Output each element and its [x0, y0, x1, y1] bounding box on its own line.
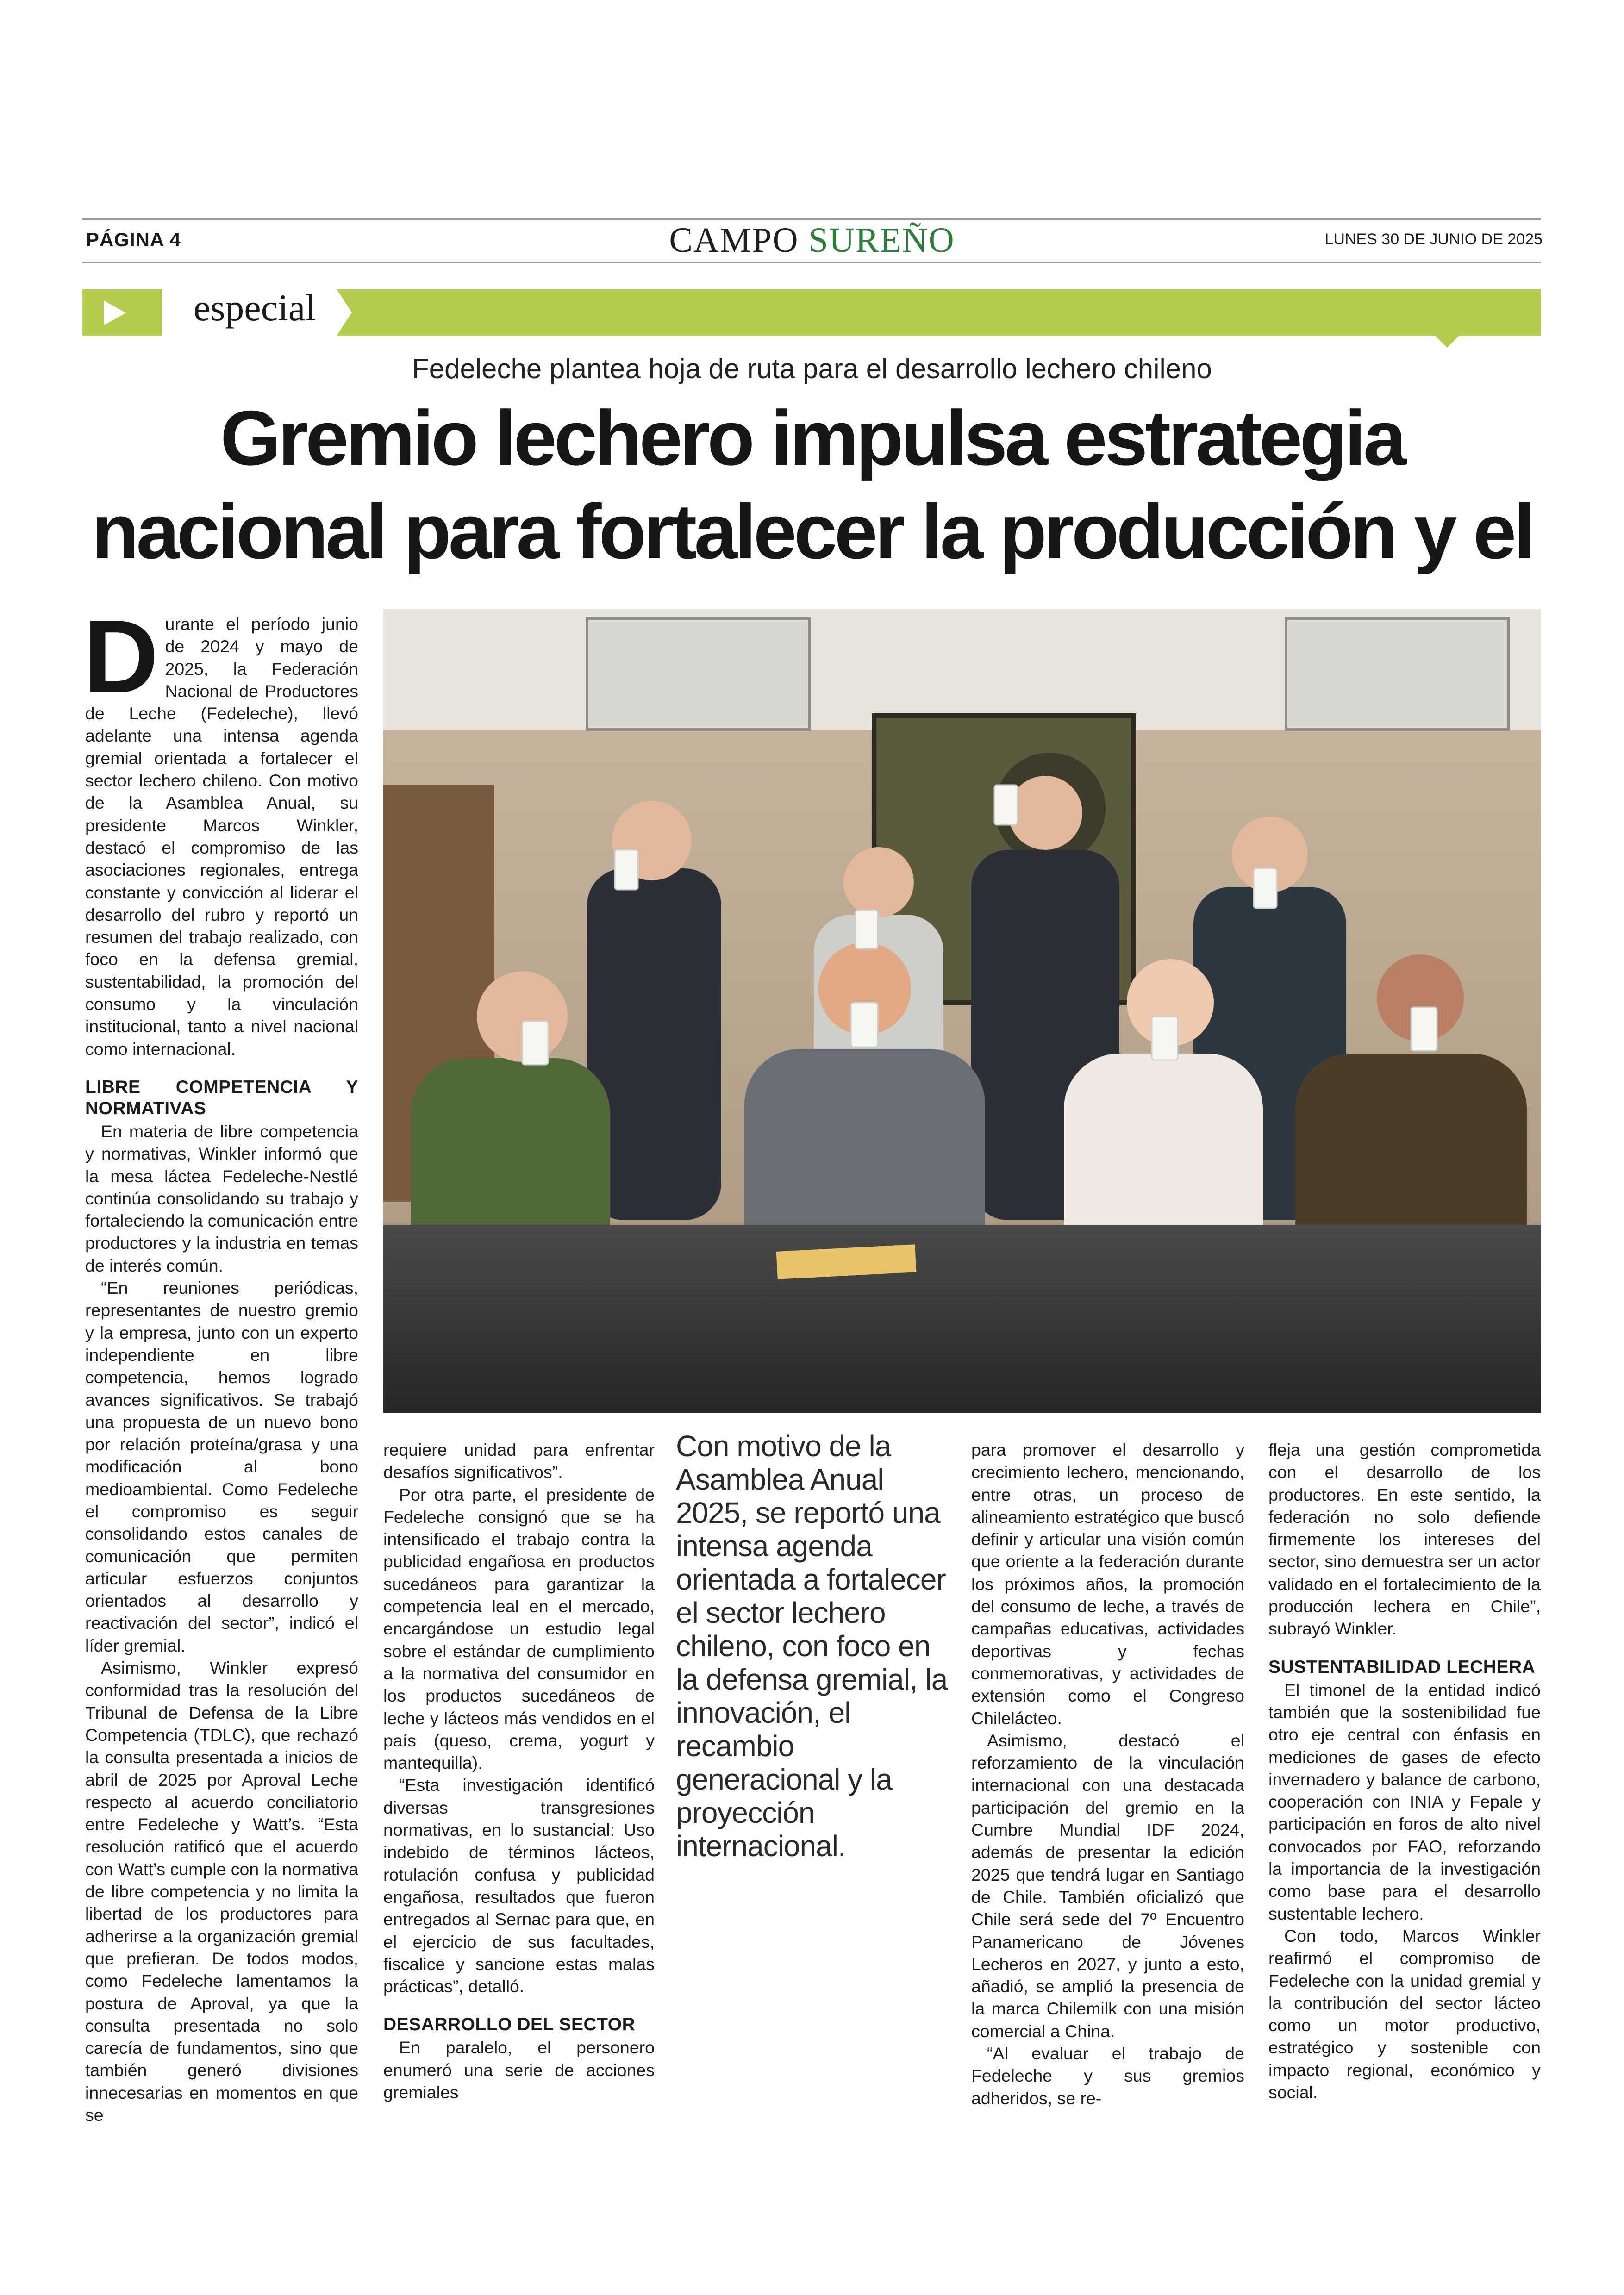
article-kicker: Fedeleche plantea hoja de ruta para el desarrollo lechero chileno — [412, 353, 1212, 384]
article-column-1 — [83, 598, 358, 2126]
paragraph: En materia de libre competencia y normativas, Winkler informó que la mesa láctea Fedeleche-Nestlé continúa consolidando su trabajo y fortaleciendo la comunicación entre productores y la industria en temas de interés común. — [85, 1121, 358, 1275]
publication-name-part2: SUREÑO — [808, 221, 955, 260]
pull-quote: Con motivo de la Asamblea Anual 2025, se reportó una intensa agenda orientada a fortalecer el sector lechero chileno, con foco en la defensa gremial, la innovación, el recambio generacional y la proyección internacional. — [676, 1429, 948, 1863]
paragraph: Asimismo, destacó el reforzamiento de la vinculación internacional con una destacada participación del gremio en la Cumbre Mundial IDF 2024, además de presentar la edición 2025 que tendrá lugar en Santiago de Chile. También oficializó que Chile será sede del 7º Encuentro Panamericano de Jóvenes Lecheros en 2027, y junto a esto, añadió, se amplió la presencia de la marca Chilemilk con una misión comercial a China. — [971, 1730, 1244, 2041]
article-column-5 — [1268, 1439, 1541, 2103]
publication-name-part1: CAMPO — [669, 221, 799, 260]
paragraph: “En reuniones periódicas, representantes de nuestro gremio y la empresa, junto con un experto independiente en libre competencia, hemos logrado avances significativos. Se trabajó una propuesta de un nuevo bono por relación proteína/grasa y una modificación al bono medioambiental. Como Fedeleche el compromiso es seguir consolidando estos canales de comunicación que permiten articular esfuerzos conjuntos orientados al desarrollo y reactivación del sector”, indicó el líder gremial. — [85, 1278, 358, 1655]
subhead-sustentabilidad: SUSTENTABILIDAD LECHERA — [1268, 1657, 1536, 1677]
masthead-bottom-rule — [82, 262, 1541, 263]
masthead-top-rule — [82, 218, 1541, 220]
issue-date: LUNES 30 DE JUNIO DE 2025 — [1324, 231, 1543, 248]
article-column-2 — [383, 1439, 655, 2103]
banner-notch — [1435, 336, 1459, 348]
paragraph: Asimismo, Winkler expresó conformidad tras la resolución del Tribunal de Defensa de la Libre Competencia (TDLC), que rechazó la consulta presentada a inicios de abril de 2025 por Aproval Leche respecto al acuerdo conciliatorio entre Fedeleche y Watt’s. “Esta resolución ratificó que el acuerdo con Watt’s cumple con la normativa de libre competencia y no limita la libertad de los productores para adherirse a la organización gremial que prefieran. De todos modos, como Fedeleche lamentamos la postura de Aproval, ya que la consulta presentada no solo carecía de fundamentos, sino que también generó divisiones innecesarias en momentos en que se — [85, 1658, 358, 2125]
play-arrow-icon — [93, 292, 148, 334]
section-label: especial — [194, 287, 316, 329]
subhead-libre-competencia: LIBRE COMPETENCIA Y NORMATIVAS — [85, 1077, 358, 1118]
paragraph: “Esta investigación identificó diversas transgresiones normativas, en lo sustancial: Uso indebido de términos lácteos, rotulación confusa y publicidad engañosa, resultados que fueron entregados al Sernac para que, en el ejercicio de sus facultades, fiscalice y sancione estas malas prácticas”, detalló. — [383, 1775, 655, 1996]
paragraph: Con todo, Marcos Winkler reafirmó el compromiso de Fedeleche con la unidad gremial y la contribución del sector lácteo como un motor productivo, estratégico y sostenible con impacto regional, económico y social. — [1268, 1926, 1541, 2102]
article-intro: urante el período junio de 2024 y mayo de 2025, la Federación Nacional de Productores de Leche (Fedeleche), llevó adelante una intensa agenda gremial orientada a fortalecer el sector lechero chileno. Con motivo de la Asamblea Anual, su presidente Marcos Winkler, destacó el compromiso de las asociaciones regionales, entrega constante y convicción al liderar el desarrollo del rubro y reportó un resumen del trabajo realizado, con foco en la defensa gremial, sustentabilidad, la promoción del consumo y la vinculación institucional, tanto a nivel nacional como internacional. — [85, 614, 358, 1059]
paragraph: para promover el desarrollo y crecimiento lechero, mencionando, entre otras, un proceso de alineamiento estratégico que buscó definir y articular una visión común que oriente a la federación durante los próximos años, la promoción del consumo de leche, a través de campañas educativas, actividades deportivas y fechas conmemorativas, y actividades de extensión como el Congreso Chilelácteo. — [971, 1440, 1244, 1728]
subhead-desarrollo-sector: DESARROLLO DEL SECTOR — [383, 2014, 636, 2035]
page-number: PÁGINA 4 — [86, 229, 181, 250]
paragraph: El timonel de la entidad indicó también que la sostenibilidad fue otro eje central con énfasis en mediciones de gases de efecto invernadero y balance de carbono, cooperación con INIA y Fepale y participación en foros de alto nivel convocados por FAO, reforzando la importancia de la investigación como base para el desarrollo sustentable lechero. — [1268, 1680, 1541, 1923]
paragraph: requiere unidad para enfrentar desafíos significativos”. — [383, 1440, 655, 1482]
paragraph: “Al evaluar el trabajo de Fedeleche y sus gremios adheridos, se re- — [971, 2044, 1244, 2108]
drop-cap: D — [83, 598, 159, 715]
article-headline: Gremio lechero impulsa estrategia nacional para fortalecer la producción y el — [91, 394, 1533, 575]
group-photo — [383, 609, 1541, 1413]
paragraph: En paralelo, el personero enumeró una serie de acciones gremiales — [383, 2038, 655, 2102]
paragraph: Por otra parte, el presidente de Fedeleche consignó que se ha intensificado el trabajo contra la publicidad engañosa en productos sucedáneos para garantizar la competencia leal en el mercado, encargándose un estudio legal sobre el estándar de cumplimiento a la normativa del consumidor en los productos sucedáneos de leche y lácteos más vendidos en el país (queso, crema, yogurt y mantequilla). — [383, 1484, 655, 1773]
paragraph: fleja una gestión comprometida con el desarrollo de los productores. En este sentido, la federación no solo defiende firmemente los intereses del sector, sino demuestra ser un actor validado en el fortalecimiento de la producción lechera en Chile”, subrayó Winkler. — [1268, 1440, 1541, 1639]
article-column-4 — [971, 1439, 1244, 2109]
